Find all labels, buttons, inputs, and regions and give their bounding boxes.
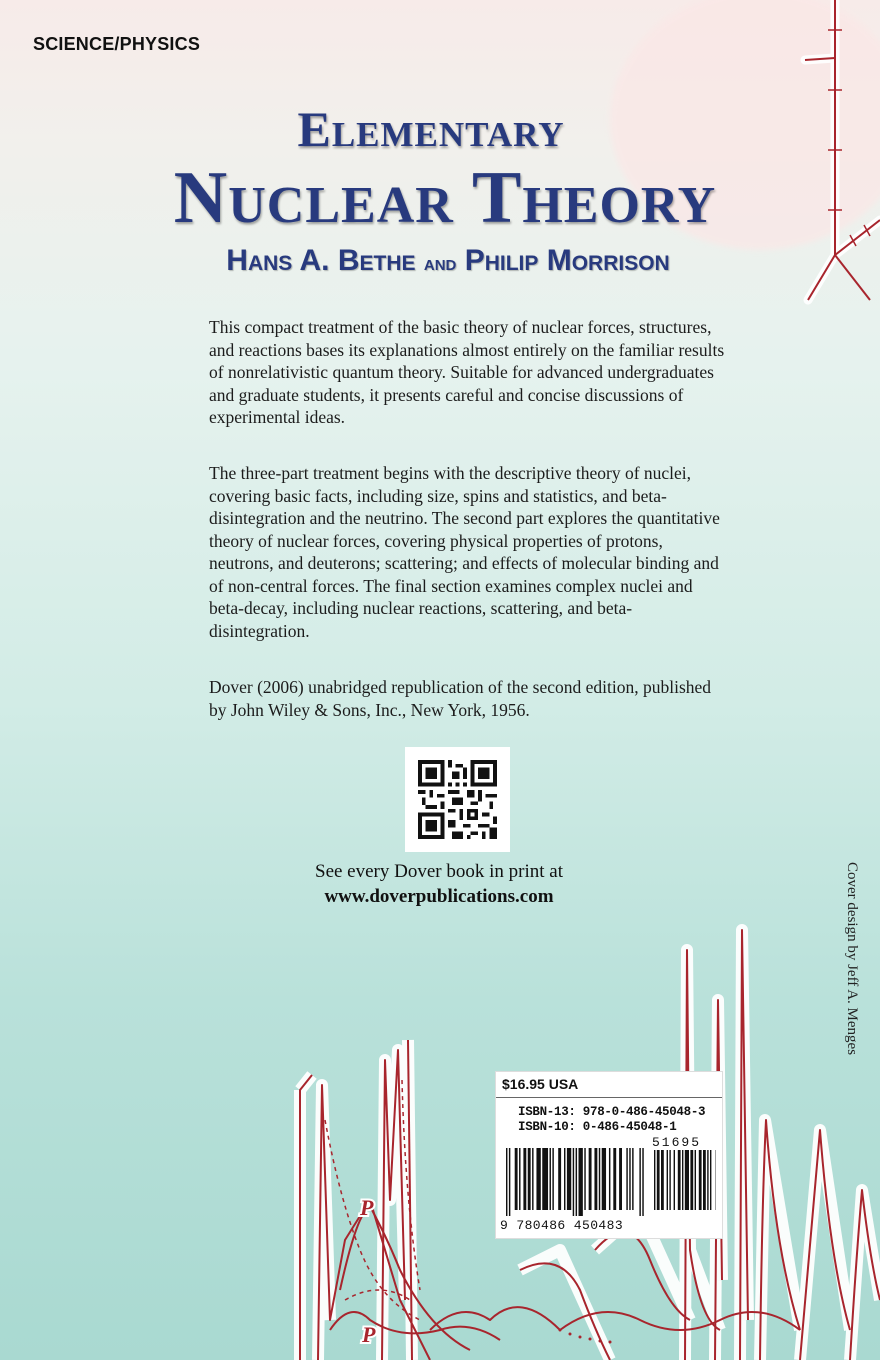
description-paragraph-2: The three-part treatment begins with the descriptive theory of nuclei, covering basic facts, including size, spins and statistics, and beta-disintegration and the neutrino. The second part explores the quantitative theory of nuclear forces, covering physical properties of protons, neutrons, and deuterons; scattering; and effects of molecular binding and of non-central forces. The final section examines complex nuclei and beta-decay, including nuclear reactions, scattering, and beta-disintegration. <box>209 463 720 641</box>
publisher-url-link[interactable]: www.doverpublications.com <box>324 886 554 907</box>
price-divider <box>496 1097 722 1098</box>
description-paragraph-1: This compact treatment of the basic theory of nuclear forces, structures, and reactions bases its explanations almost entirely on the familiar results of nonrelativistic quantum theory. Suitable for advanced undergraduates and graduate students, it presents careful and concise discussions of experimental ideas. <box>209 317 725 427</box>
book-title-line-1: Elementary <box>297 101 565 157</box>
barcode-panel <box>495 1071 723 1239</box>
authors-line <box>8 244 880 278</box>
isbn-10: ISBN-10: 0-486-45048-1 <box>518 1120 677 1134</box>
promo-text: See every Dover book in print at <box>315 861 563 882</box>
ean-barcode-icon <box>506 1148 646 1216</box>
cover-design-credit: Cover design by Jeff A. Menges <box>844 862 860 1056</box>
qr-code-icon <box>418 760 497 839</box>
price-label: $16.95 USA <box>502 1076 579 1092</box>
figure-label-lower-p: P <box>362 1322 376 1347</box>
authors-conjunction: and <box>423 252 457 275</box>
description-paragraph-3: Dover (2006) unabridged republication of the second edition, published by John Wiley & Sons, Inc., New York, 1956. <box>209 677 712 720</box>
author-1: Hans A. Bethe <box>226 244 416 277</box>
isbn-13: ISBN-13: 978-0-486-45048-3 <box>518 1105 706 1119</box>
barcode-digits: 9 780486 450483 <box>500 1218 624 1233</box>
book-title-line-2: Nuclear Theory <box>173 157 717 239</box>
author-2: Philip Morrison <box>464 244 670 277</box>
qr-code[interactable] <box>405 747 510 852</box>
addon-barcode-icon <box>654 1150 716 1216</box>
figure-label-upper-p: P <box>360 1195 374 1220</box>
barcode-addon-number: 51695 <box>652 1135 702 1150</box>
category-label: SCIENCE/PHYSICS <box>33 34 201 54</box>
